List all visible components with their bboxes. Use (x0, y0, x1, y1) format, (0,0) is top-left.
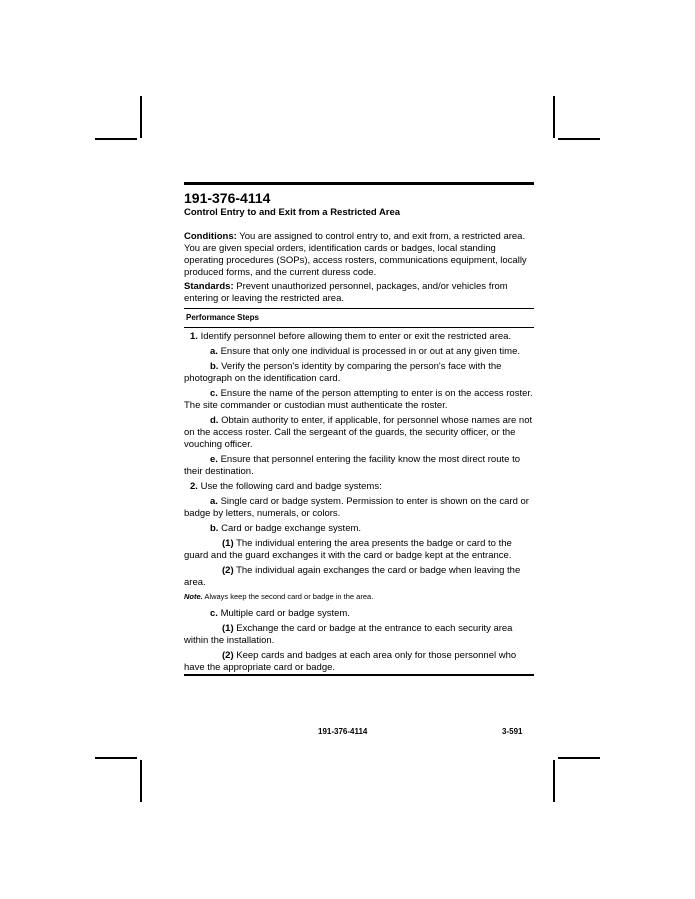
bottom-rule (184, 674, 534, 676)
step-1a (184, 346, 534, 358)
step-2b2 (184, 565, 534, 589)
step-2c (184, 608, 534, 620)
step-number: d. (210, 415, 219, 426)
note-label: Note. (184, 592, 203, 601)
conditions-paragraph (184, 231, 534, 279)
step-text: Card or badge exchange system. (218, 523, 362, 534)
step-1d (184, 415, 534, 451)
step-number: (1) (222, 623, 234, 634)
note (184, 592, 534, 602)
step-number: c. (210, 388, 218, 399)
crop-mark-bottom-right-horizontal (558, 757, 600, 759)
crop-mark-top-left-horizontal (95, 138, 137, 140)
step-number: (2) (222, 565, 234, 576)
standards-label: Standards: (184, 281, 234, 292)
conditions-label: Conditions: (184, 231, 237, 242)
crop-mark-bottom-left-horizontal (95, 757, 137, 759)
step-number: (2) (222, 650, 234, 661)
step-number: (1) (222, 538, 234, 549)
step-2a (184, 496, 534, 520)
task-title: Control Entry to and Exit from a Restricted Area (184, 207, 401, 218)
step-text: Use the following card and badge systems: (197, 481, 382, 492)
step-number: b. (210, 361, 219, 372)
step-text: Ensure that personnel entering the facility know the most direct route to their destination. (184, 454, 520, 477)
crop-mark-top-right-horizontal (558, 138, 600, 140)
step-1c (184, 388, 534, 412)
standards-paragraph (184, 281, 534, 305)
step-2c2 (184, 650, 534, 674)
step-2b1 (184, 538, 534, 562)
step-text: Verify the person's identity by comparing the person's face with the photograph on the identification card. (184, 361, 502, 384)
step-number: b. (210, 523, 219, 534)
step-text: Keep cards and badges at each area only for those personnel who have the appropriate card or badge. (184, 650, 517, 673)
step-number: e. (210, 454, 218, 465)
step-1e (184, 454, 534, 478)
crop-mark-bottom-right-vertical (553, 760, 555, 802)
performance-steps-list (184, 331, 534, 674)
step-text: Single card or badge system. Permission to enter is shown on the card or badge by letters, numerals, or colors. (184, 496, 529, 519)
crop-mark-top-left-vertical (140, 96, 142, 138)
step-text: Multiple card or badge system. (217, 608, 350, 619)
step-text: The individual entering the area presents the badge or card to the guard and the guard exchanges it with the card or badge kept at the entrance. (184, 538, 512, 561)
step-number: 1. (190, 331, 198, 342)
step-text: The individual again exchanges the card or badge when leaving the area. (184, 565, 521, 588)
step-2c1 (184, 623, 534, 647)
conditions-text: You are assigned to control entry to, and exit from, a restricted area. You are given special orders, identification cards or badges, local standing operating procedures (SOPs), access rosters, communications equipment, locally produced forms, and the current duress code. (184, 231, 527, 278)
step-2b (184, 523, 534, 535)
step-number: a. (210, 496, 218, 507)
step-text: Identify personnel before allowing them to enter or exit the restricted area. (197, 331, 512, 342)
step-1 (184, 331, 534, 343)
performance-steps-header: Performance Steps (184, 308, 534, 328)
step-2 (184, 481, 534, 493)
step-number: 2. (190, 481, 198, 492)
step-number: c. (210, 608, 218, 619)
top-rule (184, 182, 534, 185)
footer-task-number: 191-376-4114 (318, 727, 368, 736)
step-text: Ensure the name of the person attempting to enter is on the access roster. The site commander or custodian must authenticate the roster. (184, 388, 533, 411)
standards-text: Prevent unauthorized personnel, packages, and/or vehicles from entering or leaving the restricted area. (184, 281, 508, 304)
step-text: Obtain authority to enter, if applicable, for personnel whose names are not on the access roster. Call the sergeant of the guards, the security officer, or the vouching officer. (184, 415, 533, 450)
crop-mark-top-right-vertical (553, 96, 555, 138)
note-text: Always keep the second card or badge in the area. (202, 592, 374, 601)
step-number: a. (210, 346, 218, 357)
crop-mark-bottom-left-vertical (140, 760, 142, 802)
step-text: Exchange the card or badge at the entrance to each security area within the installation. (184, 623, 513, 646)
step-1b (184, 361, 534, 385)
page-number: 3-591 (502, 727, 523, 736)
task-number: 191-376-4114 (184, 190, 271, 206)
task-page (184, 182, 534, 676)
step-text: Ensure that only one individual is processed in or out at any given time. (217, 346, 520, 357)
